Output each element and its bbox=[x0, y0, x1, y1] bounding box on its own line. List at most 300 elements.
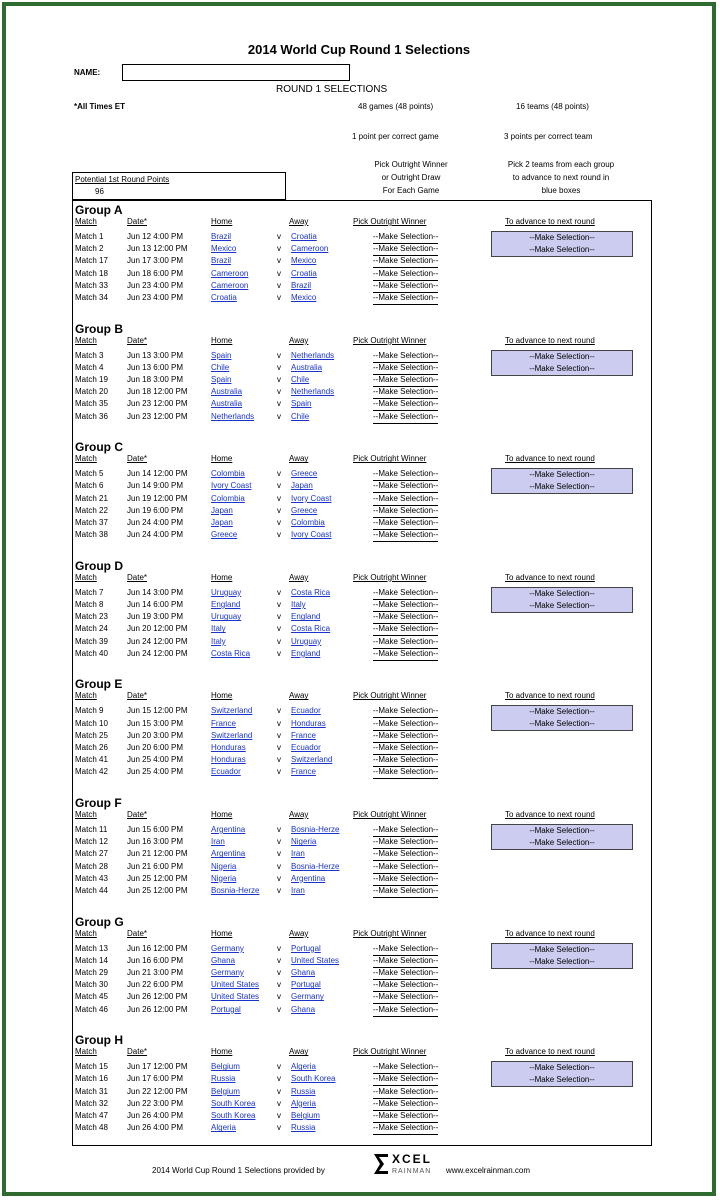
header-advance: To advance to next round bbox=[505, 928, 595, 938]
away-team-link[interactable]: Ghana bbox=[291, 968, 316, 977]
header-advance: To advance to next round bbox=[505, 454, 595, 464]
winner-select[interactable]: --Make Selection-- bbox=[373, 280, 438, 293]
match-number: Match 34 bbox=[75, 293, 108, 302]
home-team-link[interactable]: Germany bbox=[211, 968, 244, 977]
match-row bbox=[73, 648, 651, 660]
away-team-link[interactable]: Costa Rica bbox=[291, 624, 331, 634]
winner-select[interactable]: --Make Selection-- bbox=[373, 861, 438, 874]
away-team-link[interactable]: Algeria bbox=[291, 1098, 316, 1108]
match-date: Jun 19 3:00 PM bbox=[127, 612, 184, 622]
away-team-link[interactable]: Greece bbox=[291, 469, 318, 479]
match-row bbox=[73, 873, 651, 885]
match-date: Jun 20 12:00 PM bbox=[127, 624, 188, 634]
winner-select[interactable]: --Make Selection-- bbox=[373, 386, 438, 399]
home-team-link[interactable]: Switzerland bbox=[211, 730, 253, 740]
match-number: Match 29 bbox=[75, 968, 108, 977]
all-times-note: *All Times ET bbox=[74, 102, 125, 111]
away-team-link[interactable]: Bosnia-Herze bbox=[291, 825, 340, 834]
match-number: Match 10 bbox=[75, 718, 108, 728]
match-row bbox=[73, 742, 651, 754]
header-away: Away bbox=[289, 572, 309, 582]
versus: v bbox=[277, 743, 281, 752]
away-team-link[interactable]: Portugal bbox=[291, 980, 321, 990]
match-number: Match 19 bbox=[75, 375, 108, 384]
match-row bbox=[73, 386, 651, 398]
match-row bbox=[73, 268, 651, 280]
versus: v bbox=[277, 469, 281, 479]
home-team-link[interactable]: Bosnia-Herze bbox=[211, 886, 260, 895]
header-home: Home bbox=[211, 928, 233, 938]
away-team-link[interactable]: Ecuador bbox=[291, 743, 321, 752]
winner-select[interactable]: --Make Selection-- bbox=[373, 718, 438, 731]
winner-select[interactable]: --Make Selection-- bbox=[373, 480, 438, 493]
match-number: Match 44 bbox=[75, 886, 108, 895]
winner-select[interactable]: --Make Selection-- bbox=[373, 955, 438, 968]
home-team-link[interactable]: Spain bbox=[211, 350, 232, 360]
away-team-link[interactable]: Argentina bbox=[291, 873, 326, 883]
versus: v bbox=[277, 411, 281, 421]
versus: v bbox=[277, 718, 281, 728]
advance-select-2[interactable]: --Make Selection-- bbox=[529, 838, 595, 847]
winner-select[interactable]: --Make Selection-- bbox=[373, 730, 438, 743]
home-team-link[interactable]: Japan bbox=[211, 518, 233, 527]
home-team-link[interactable]: South Korea bbox=[211, 1098, 256, 1108]
home-team-link[interactable]: Portugal bbox=[211, 1004, 241, 1014]
winner-select[interactable]: --Make Selection-- bbox=[373, 754, 438, 767]
header-match: Match bbox=[75, 217, 97, 226]
home-team-link[interactable]: Algeria bbox=[211, 1123, 236, 1133]
home-team-link[interactable]: Netherlands bbox=[211, 411, 255, 421]
versus: v bbox=[277, 992, 281, 1002]
group-title: Group G bbox=[75, 914, 124, 929]
versus: v bbox=[277, 1074, 281, 1084]
group-title: Group D bbox=[75, 558, 123, 573]
name-input[interactable] bbox=[122, 64, 350, 81]
round-label: ROUND 1 SELECTIONS bbox=[276, 84, 388, 95]
header-match: Match bbox=[75, 691, 97, 701]
away-team-link[interactable]: Mexico bbox=[291, 256, 317, 266]
winner-select[interactable]: --Make Selection-- bbox=[373, 873, 438, 886]
versus: v bbox=[277, 886, 281, 895]
winner-select[interactable]: --Make Selection-- bbox=[373, 705, 438, 718]
versus: v bbox=[277, 362, 281, 372]
home-team-link[interactable]: Cameroon bbox=[211, 268, 249, 278]
home-team-link[interactable]: England bbox=[211, 600, 241, 609]
home-team-link[interactable]: Ecuador bbox=[211, 767, 241, 777]
name-label: NAME: bbox=[74, 68, 101, 77]
match-row bbox=[73, 411, 651, 423]
header-winner: Pick Outright Winner bbox=[353, 572, 427, 582]
winner-select[interactable]: --Make Selection-- bbox=[373, 824, 438, 837]
advance-select-1[interactable]: --Make Selection-- bbox=[529, 944, 595, 954]
match-number: Match 31 bbox=[75, 1086, 108, 1096]
winner-select[interactable]: --Make Selection-- bbox=[373, 362, 438, 375]
match-row bbox=[73, 991, 651, 1003]
winner-select[interactable]: --Make Selection-- bbox=[373, 1086, 438, 1099]
advance-select-1[interactable]: --Make Selection-- bbox=[529, 351, 595, 361]
header-winner: Pick Outright Winner bbox=[353, 928, 427, 938]
away-team-link[interactable]: Russia bbox=[291, 1123, 316, 1133]
winner-select[interactable]: --Make Selection-- bbox=[373, 1098, 438, 1111]
away-team-link[interactable]: Costa Rica bbox=[291, 587, 331, 597]
match-row bbox=[73, 255, 651, 267]
header-home: Home bbox=[211, 454, 233, 464]
advance-select-2[interactable]: --Make Selection-- bbox=[529, 719, 595, 729]
home-team-link[interactable]: Colombia bbox=[211, 469, 245, 479]
home-team-link[interactable]: Uruguay bbox=[211, 612, 242, 622]
winner-select[interactable]: --Make Selection-- bbox=[373, 991, 438, 1004]
home-team-link[interactable]: Spain bbox=[211, 375, 232, 384]
winner-select[interactable]: --Make Selection-- bbox=[373, 587, 438, 600]
away-team-link[interactable]: Nigeria bbox=[291, 837, 317, 847]
versus: v bbox=[277, 943, 281, 953]
home-team-link[interactable]: Mexico bbox=[211, 244, 237, 254]
away-team-link[interactable]: France bbox=[291, 730, 316, 740]
header-away: Away bbox=[289, 928, 309, 938]
home-team-link[interactable]: Russia bbox=[211, 1074, 236, 1084]
winner-select[interactable]: --Make Selection-- bbox=[373, 943, 438, 956]
match-row bbox=[73, 943, 651, 955]
match-date: Jun 15 12:00 PM bbox=[127, 706, 188, 716]
advance-select-1[interactable]: --Make Selection-- bbox=[529, 1063, 595, 1073]
pick-winner-line-3: For Each Game bbox=[382, 186, 440, 195]
home-team-link[interactable]: Australia bbox=[211, 387, 243, 397]
match-number: Match 35 bbox=[75, 399, 108, 409]
match-row bbox=[73, 705, 651, 717]
away-team-link[interactable]: Australia bbox=[291, 362, 323, 372]
match-row bbox=[73, 493, 651, 505]
match-date: Jun 19 12:00 PM bbox=[127, 493, 188, 503]
advance-select-1[interactable]: --Make Selection-- bbox=[529, 233, 595, 242]
home-team-link[interactable]: United States bbox=[211, 980, 260, 990]
header-match: Match bbox=[75, 810, 97, 819]
match-date: Jun 14 12:00 PM bbox=[127, 469, 188, 479]
versus: v bbox=[277, 849, 281, 859]
home-team-link[interactable]: Belgium bbox=[211, 1062, 240, 1072]
home-team-link[interactable]: Argentina bbox=[211, 825, 246, 834]
match-row bbox=[73, 505, 651, 517]
winner-select[interactable]: --Make Selection-- bbox=[373, 268, 438, 281]
winner-select[interactable]: --Make Selection-- bbox=[373, 1004, 438, 1017]
match-date: Jun 14 9:00 PM bbox=[127, 481, 184, 491]
pick-winner-line-2: or Outright Draw bbox=[381, 173, 441, 182]
home-team-link[interactable]: Honduras bbox=[211, 755, 246, 765]
match-date: Jun 13 12:00 PM bbox=[127, 244, 188, 254]
group-title: Group C bbox=[75, 440, 123, 455]
home-team-link[interactable]: France bbox=[211, 718, 236, 728]
match-date: Jun 15 6:00 PM bbox=[127, 825, 184, 834]
match-number: Match 33 bbox=[75, 280, 108, 290]
home-team-link[interactable]: Japan bbox=[211, 505, 233, 515]
home-team-link[interactable]: Brazil bbox=[211, 256, 232, 266]
match-row bbox=[73, 1073, 651, 1085]
header-match: Match bbox=[75, 572, 97, 582]
header-advance: To advance to next round bbox=[505, 1047, 595, 1057]
winner-select[interactable]: --Make Selection-- bbox=[373, 648, 438, 661]
away-team-link[interactable]: Belgium bbox=[291, 1111, 320, 1120]
versus: v bbox=[277, 530, 281, 540]
away-team-link[interactable]: South Korea bbox=[291, 1074, 336, 1084]
header-away: Away bbox=[289, 691, 309, 701]
match-row bbox=[73, 243, 651, 255]
away-team-link[interactable]: Algeria bbox=[291, 1062, 316, 1072]
points-per-team: 3 points per correct team bbox=[504, 132, 593, 141]
advance-select-2[interactable]: --Make Selection-- bbox=[529, 363, 595, 373]
home-team-link[interactable]: Colombia bbox=[211, 493, 245, 503]
match-date: Jun 14 6:00 PM bbox=[127, 600, 184, 609]
away-team-link[interactable]: Portugal bbox=[291, 943, 321, 953]
home-team-link[interactable]: Honduras bbox=[211, 743, 246, 752]
advance-select-2[interactable]: --Make Selection-- bbox=[529, 245, 595, 254]
page-frame bbox=[2, 2, 716, 1196]
away-team-link[interactable]: Bosnia-Herze bbox=[291, 861, 340, 871]
pick-teams-line-3: blue boxes bbox=[541, 186, 581, 195]
match-number: Match 20 bbox=[75, 387, 108, 397]
winner-select[interactable]: --Make Selection-- bbox=[373, 231, 438, 244]
winner-select[interactable]: --Make Selection-- bbox=[373, 243, 438, 256]
away-team-link[interactable]: Brazil bbox=[291, 280, 312, 290]
match-row bbox=[73, 955, 651, 967]
away-team-link[interactable]: Iran bbox=[291, 849, 305, 859]
away-team-link[interactable]: Italy bbox=[291, 600, 306, 609]
away-team-link[interactable]: France bbox=[291, 767, 316, 777]
winner-select[interactable]: --Make Selection-- bbox=[373, 979, 438, 992]
match-date: Jun 23 4:00 PM bbox=[127, 293, 184, 302]
versus: v bbox=[277, 825, 281, 834]
away-team-link[interactable]: Iran bbox=[291, 886, 305, 895]
header-advance: To advance to next round bbox=[505, 217, 595, 226]
away-team-link[interactable]: Greece bbox=[291, 505, 318, 515]
match-number: Match 30 bbox=[75, 980, 108, 990]
home-team-link[interactable]: Chile bbox=[211, 362, 230, 372]
home-team-link[interactable]: Argentina bbox=[211, 849, 246, 859]
home-team-link[interactable]: Nigeria bbox=[211, 861, 237, 871]
match-date: Jun 21 6:00 PM bbox=[127, 861, 184, 871]
winner-select[interactable]: --Make Selection-- bbox=[373, 599, 438, 612]
pick-teams-line-1: Pick 2 teams from each group bbox=[507, 160, 615, 169]
match-date: Jun 25 12:00 PM bbox=[127, 886, 188, 895]
match-row bbox=[73, 636, 651, 648]
winner-select[interactable]: --Make Selection-- bbox=[373, 636, 438, 649]
header-winner: Pick Outright Winner bbox=[353, 217, 427, 226]
away-team-link[interactable]: Colombia bbox=[291, 518, 325, 527]
home-team-link[interactable]: Italy bbox=[211, 624, 226, 634]
versus: v bbox=[277, 375, 281, 384]
home-team-link[interactable]: Nigeria bbox=[211, 873, 237, 883]
away-team-link[interactable]: Germany bbox=[291, 992, 324, 1002]
winner-select[interactable]: --Make Selection-- bbox=[373, 836, 438, 849]
header-home: Home bbox=[211, 217, 233, 226]
winner-select[interactable]: --Make Selection-- bbox=[373, 292, 438, 305]
versus: v bbox=[277, 587, 281, 597]
winner-select[interactable]: --Make Selection-- bbox=[373, 967, 438, 980]
match-date: Jun 23 12:00 PM bbox=[127, 399, 188, 409]
header-match: Match bbox=[75, 928, 97, 938]
home-team-link[interactable]: Ghana bbox=[211, 955, 236, 965]
header-date: Date* bbox=[127, 691, 148, 701]
group-title: Group H bbox=[75, 1033, 123, 1048]
match-number: Match 38 bbox=[75, 530, 108, 540]
games-info: 48 games (48 points) bbox=[358, 102, 434, 111]
match-row bbox=[73, 480, 651, 492]
away-team-link[interactable]: England bbox=[291, 612, 321, 622]
home-team-link[interactable]: Belgium bbox=[211, 1086, 240, 1096]
match-date: Jun 18 3:00 PM bbox=[127, 375, 184, 384]
home-team-link[interactable]: Cameroon bbox=[211, 280, 249, 290]
winner-select[interactable]: --Make Selection-- bbox=[373, 1110, 438, 1123]
match-row bbox=[73, 836, 651, 848]
away-team-link[interactable]: Ivory Coast bbox=[291, 493, 332, 503]
match-date: Jun 17 6:00 PM bbox=[127, 1074, 184, 1084]
away-team-link[interactable]: Chile bbox=[291, 411, 310, 421]
winner-select[interactable]: --Make Selection-- bbox=[373, 350, 438, 363]
footer-url[interactable]: www.excelrainman.com bbox=[446, 1166, 531, 1175]
advance-select-2[interactable]: --Make Selection-- bbox=[529, 600, 595, 610]
match-date: Jun 16 12:00 PM bbox=[127, 943, 188, 953]
home-team-link[interactable]: Iran bbox=[211, 837, 225, 847]
versus: v bbox=[277, 232, 281, 241]
away-team-link[interactable]: Japan bbox=[291, 481, 313, 491]
away-team-link[interactable]: Uruguay bbox=[291, 636, 322, 646]
match-number: Match 42 bbox=[75, 767, 108, 777]
winner-select[interactable]: --Make Selection-- bbox=[373, 742, 438, 755]
versus: v bbox=[277, 955, 281, 965]
away-team-link[interactable]: Mexico bbox=[291, 293, 317, 302]
winner-select[interactable]: --Make Selection-- bbox=[373, 766, 438, 779]
match-row bbox=[73, 623, 651, 635]
away-team-link[interactable]: Switzerland bbox=[291, 755, 333, 765]
match-date: Jun 24 12:00 PM bbox=[127, 636, 188, 646]
home-team-link[interactable]: Ivory Coast bbox=[211, 481, 252, 491]
winner-select[interactable]: --Make Selection-- bbox=[373, 255, 438, 268]
winner-select[interactable]: --Make Selection-- bbox=[373, 611, 438, 624]
away-team-link[interactable]: Netherlands bbox=[291, 350, 335, 360]
header-winner: Pick Outright Winner bbox=[353, 691, 427, 701]
winner-select[interactable]: --Make Selection-- bbox=[373, 1122, 438, 1135]
home-team-link[interactable]: Germany bbox=[211, 943, 244, 953]
winner-select[interactable]: --Make Selection-- bbox=[373, 848, 438, 861]
match-row bbox=[73, 718, 651, 730]
advance-select-1[interactable]: --Make Selection-- bbox=[529, 707, 595, 717]
home-team-link[interactable]: Australia bbox=[211, 399, 243, 409]
header-advance: To advance to next round bbox=[505, 572, 595, 582]
away-team-link[interactable]: Ecuador bbox=[291, 706, 321, 716]
match-number: Match 6 bbox=[75, 481, 104, 491]
home-team-link[interactable]: South Korea bbox=[211, 1111, 256, 1120]
versus: v bbox=[277, 624, 281, 634]
match-number: Match 37 bbox=[75, 518, 108, 527]
match-date: Jun 26 4:00 PM bbox=[127, 1111, 184, 1120]
home-team-link[interactable]: Uruguay bbox=[211, 587, 242, 597]
match-number: Match 16 bbox=[75, 1074, 108, 1084]
winner-select[interactable]: --Make Selection-- bbox=[373, 493, 438, 506]
match-date: Jun 13 6:00 PM bbox=[127, 362, 184, 372]
away-team-link[interactable]: Croatia bbox=[291, 232, 317, 241]
advance-select-2[interactable]: --Make Selection-- bbox=[529, 956, 595, 966]
home-team-link[interactable]: Costa Rica bbox=[211, 648, 251, 658]
header-home: Home bbox=[211, 335, 233, 345]
winner-select[interactable]: --Make Selection-- bbox=[373, 885, 438, 898]
away-team-link[interactable]: Netherlands bbox=[291, 387, 335, 397]
match-date: Jun 23 12:00 PM bbox=[127, 411, 188, 421]
away-team-link[interactable]: Chile bbox=[291, 375, 310, 384]
away-team-link[interactable]: Croatia bbox=[291, 268, 317, 278]
match-row bbox=[73, 292, 651, 304]
winner-select[interactable]: --Make Selection-- bbox=[373, 1061, 438, 1074]
versus: v bbox=[277, 1086, 281, 1096]
match-number: Match 23 bbox=[75, 612, 108, 622]
match-date: Jun 14 3:00 PM bbox=[127, 587, 184, 597]
home-team-link[interactable]: United States bbox=[211, 992, 260, 1002]
advance-select-2[interactable]: --Make Selection-- bbox=[529, 482, 595, 492]
pick-teams-line-2: to advance to next round in bbox=[512, 173, 610, 182]
home-team-link[interactable]: Brazil bbox=[211, 232, 232, 241]
winner-select[interactable]: --Make Selection-- bbox=[373, 374, 438, 387]
away-team-link[interactable]: Honduras bbox=[291, 718, 326, 728]
header-home: Home bbox=[211, 810, 233, 819]
versus: v bbox=[277, 1111, 281, 1120]
match-number: Match 40 bbox=[75, 648, 108, 658]
pick-winner-note bbox=[346, 160, 476, 196]
match-date: Jun 12 4:00 PM bbox=[127, 232, 184, 241]
advance-select-1[interactable]: --Make Selection-- bbox=[529, 470, 595, 480]
match-number: Match 9 bbox=[75, 706, 104, 716]
match-row bbox=[73, 468, 651, 480]
winner-select[interactable]: --Make Selection-- bbox=[373, 623, 438, 636]
home-team-link[interactable]: Italy bbox=[211, 636, 226, 646]
winner-select[interactable]: --Make Selection-- bbox=[373, 398, 438, 411]
header-date: Date* bbox=[127, 810, 148, 819]
away-team-link[interactable]: Ghana bbox=[291, 1004, 316, 1014]
away-team-link[interactable]: Russia bbox=[291, 1086, 316, 1096]
match-date: Jun 21 3:00 PM bbox=[127, 968, 184, 977]
header-date: Date* bbox=[127, 335, 148, 345]
match-number: Match 26 bbox=[75, 743, 108, 752]
home-team-link[interactable]: Switzerland bbox=[211, 706, 253, 716]
match-date: Jun 22 6:00 PM bbox=[127, 980, 184, 990]
advance-select-1[interactable]: --Make Selection-- bbox=[529, 588, 595, 598]
match-row bbox=[73, 885, 651, 897]
winner-select[interactable]: --Make Selection-- bbox=[373, 468, 438, 481]
match-number: Match 24 bbox=[75, 624, 108, 634]
away-team-link[interactable]: Spain bbox=[291, 399, 312, 409]
versus: v bbox=[277, 837, 281, 847]
winner-select[interactable]: --Make Selection-- bbox=[373, 1073, 438, 1086]
match-date: Jun 15 3:00 PM bbox=[127, 718, 184, 728]
away-team-link[interactable]: Cameroon bbox=[291, 244, 329, 254]
away-team-link[interactable]: United States bbox=[291, 955, 340, 965]
match-date: Jun 24 12:00 PM bbox=[127, 648, 188, 658]
advance-select-1[interactable]: --Make Selection-- bbox=[529, 826, 595, 835]
advance-select-2[interactable]: --Make Selection-- bbox=[529, 1075, 595, 1085]
versus: v bbox=[277, 399, 281, 409]
header-date: Date* bbox=[127, 572, 148, 582]
match-row bbox=[73, 967, 651, 979]
winner-select[interactable]: --Make Selection-- bbox=[373, 505, 438, 518]
winner-select[interactable]: --Make Selection-- bbox=[373, 411, 438, 424]
match-date: Jun 26 12:00 PM bbox=[127, 1004, 188, 1014]
match-row bbox=[73, 587, 651, 599]
away-team-link[interactable]: England bbox=[291, 648, 321, 658]
winner-select[interactable]: --Make Selection-- bbox=[373, 517, 438, 530]
winner-select[interactable]: --Make Selection-- bbox=[373, 529, 438, 542]
home-team-link[interactable]: Croatia bbox=[211, 293, 237, 302]
away-team-link[interactable]: Ivory Coast bbox=[291, 530, 332, 540]
group-title: Group E bbox=[75, 677, 123, 692]
versus: v bbox=[277, 636, 281, 646]
match-number: Match 18 bbox=[75, 268, 108, 278]
home-team-link[interactable]: Greece bbox=[211, 530, 238, 540]
